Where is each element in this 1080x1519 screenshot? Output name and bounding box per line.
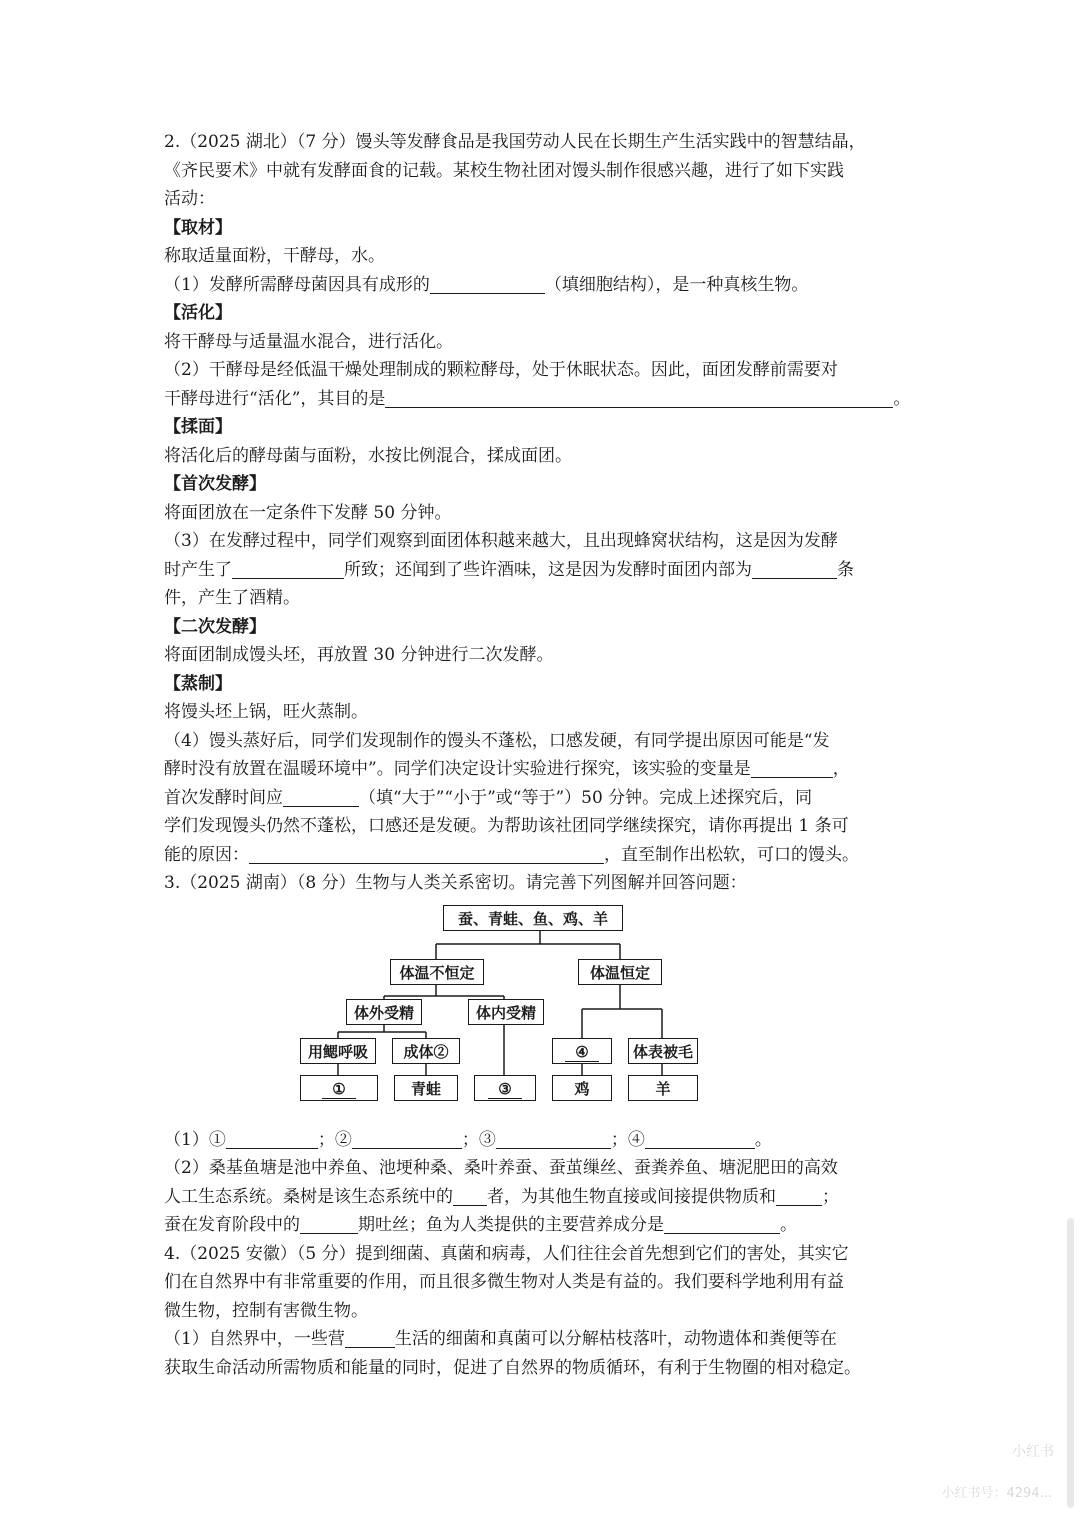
diagram-leaf-blank-3 [474, 1075, 536, 1101]
answer-blank [430, 275, 545, 294]
q2-sub2-line-2 [164, 385, 924, 414]
section-heading-second-fermentation: 【二次发酵】 [164, 616, 266, 637]
q3-answer-2-line-3 [164, 1211, 924, 1240]
answer-blank [453, 1187, 487, 1206]
q3-a1-label-5: 。 [754, 1129, 772, 1150]
answer-blank [352, 1130, 462, 1149]
section-heading-steaming: 【蒸制】 [164, 673, 232, 694]
q2-sub1 [164, 271, 924, 300]
answer-blank [345, 1329, 395, 1348]
q2-sub3-line-3: 件，产生了酒精。 [164, 588, 300, 608]
diagram-leaf-frog: 青蛙 [394, 1075, 458, 1101]
diagram-blank-4-label: ④ [565, 1043, 598, 1062]
q2-sub1-text-b: （填细胞结构），是一种真核生物。 [544, 274, 809, 295]
steaming-text: 将馒头坯上锅，旺火蒸制。 [164, 702, 368, 722]
q2-sub4-text-b: ， [832, 759, 850, 779]
activation-text: 将干酵母与适量温水混合，进行活化。 [164, 331, 453, 352]
q2-sub4-text-a: 酵时没有放置在温暖环境中”。同学们决定设计实验进行探究，该实验的变量是 [164, 759, 751, 779]
q3-a2-text-d: 蚕在发育阶段中的 [164, 1215, 300, 1235]
q4-sub1-text-a: （1）自然界中，一些营 [164, 1329, 345, 1349]
diagram-node-internal-fertilization: 体内受精 [468, 999, 544, 1025]
answer-blank [496, 1130, 611, 1149]
second-fermentation-text: 将面团制成馒头坯，再放置 30 分钟进行二次发酵。 [164, 645, 554, 665]
q3-intro: 3.（2025 湖南）（8 分）生物与人类关系密切。请完善下列图解并回答问题： [164, 873, 747, 893]
q2-sub4-line-2 [164, 755, 924, 784]
q3-a2-text-f: 。 [780, 1215, 797, 1235]
q4-sub1-text-b: 生活的细菌和真菌可以分解枯枝落叶，动物遗体和粪便等在 [394, 1329, 837, 1349]
q4-intro-line-3: 微生物，控制有害微生物。 [164, 1300, 368, 1321]
q2-sub3-text-b: 所致；还闻到了些许酒味，这是因为发酵时面团内部为 [344, 559, 752, 580]
answer-blank [249, 845, 604, 864]
q4-sub1-line-1 [164, 1325, 924, 1354]
kneading-text: 将活化后的酵母菌与面粉，水按比例混合，揉成面团。 [164, 445, 572, 466]
q3-a2-text-c: ； [822, 1186, 839, 1207]
answer-blank [776, 1187, 822, 1206]
diagram-leaf-chicken: 鸡 [552, 1075, 612, 1101]
diagram-leaf-blank-1 [300, 1075, 378, 1101]
q3-answer-2-line-2 [164, 1183, 924, 1212]
q2-sub2-line-1: （2）干酵母是经低温干燥处理制成的颗粒酵母，处于休眠状态。因此，面团发酵前需要对 [164, 360, 838, 380]
q2-sub4-line-5 [164, 841, 924, 870]
answer-blank [283, 788, 359, 807]
diagram-blank-3-label: ③ [488, 1080, 521, 1099]
watermark-logo: 小红书 [1012, 1444, 1054, 1460]
material-text: 称取适量面粉，干酵母，水。 [164, 246, 385, 266]
q2-sub4-text-c: 首次发酵时间应 [164, 787, 283, 808]
diagram-node-gill-breathing: 用鳃呼吸 [300, 1038, 376, 1064]
diagram-node-cold-blooded: 体温不恒定 [390, 959, 484, 985]
diagram-connectors [164, 904, 924, 1104]
answer-blank [751, 759, 833, 778]
diagram-node-warm-blooded: 体温恒定 [578, 959, 662, 985]
q2-sub2-text-a: 干酵母进行“活化”，其目的是 [164, 388, 386, 409]
q2-sub4-text-d: （填“大于”“小于”或“等于”）50 分钟。完成上述探究后，同 [359, 787, 813, 808]
answer-blank [300, 1215, 358, 1234]
diagram-node-blank-4 [552, 1038, 612, 1064]
classification-diagram [164, 904, 924, 1104]
q3-answer-2-line-1: （2）桑基鱼塘是池中养鱼、池埂种桑、桑叶养蚕、蚕茧缫丝、蚕粪养鱼、塘泥肥田的高效 [164, 1158, 838, 1178]
scrollbar-thumb[interactable] [1067, 1218, 1074, 1508]
q2-sub3-line-1: （3）在发酵过程中，同学们观察到面团体积越来越大，且出现蜂窝状结构，这是因为发酵 [164, 531, 838, 551]
answer-blank [385, 389, 893, 408]
diagram-node-adult-2: 成体② [392, 1038, 460, 1064]
q4-intro-line-1: 4.（2025 安徽）（5 分）提到细菌、真菌和病毒，人们往往会首先想到它们的害处，其实它 [164, 1243, 849, 1264]
q2-intro-line-3: 活动： [164, 189, 215, 209]
diagram-blank-1-label: ① [322, 1080, 355, 1099]
q3-a1-label-1: （1）① [164, 1129, 226, 1150]
section-heading-kneading: 【揉面】 [164, 417, 232, 437]
q3-a1-label-2: ；② [317, 1129, 352, 1150]
q3-a2-text-e: 期吐丝；鱼为人类提供的主要营养成分是 [358, 1215, 664, 1235]
section-heading-activation: 【活化】 [164, 303, 232, 323]
answer-blank [752, 560, 837, 579]
q4-intro-line-2: 们在自然界中有非常重要的作用，而且很多微生物对人类是有益的。我们要科学地利用有益 [164, 1272, 844, 1292]
q3-a1-label-4: ；④ [610, 1129, 645, 1150]
q2-sub3-text-c: 条 [837, 559, 854, 580]
answer-blank [232, 560, 344, 579]
watermark-account-id: 小红书号：4294... [941, 1486, 1052, 1501]
section-heading-material: 【取材】 [164, 217, 232, 238]
q2-sub2-text-b: 。 [893, 388, 911, 409]
q2-intro-line-1: 2.（2025 湖北）（7 分）馒头等发酵食品是我国劳动人民在长期生产生活实践中的智慧结晶， [164, 132, 866, 152]
q2-sub4-text-f: ，直至制作出松软，可口的馒头。 [604, 844, 859, 865]
q3-answer-1 [164, 1126, 924, 1155]
diagram-node-root: 蚕、青蛙、鱼、鸡、羊 [443, 905, 623, 931]
q3-a2-text-b: 者，为其他生物直接或间接提供物质和 [487, 1186, 776, 1207]
q2-sub3-text-a: 时产生了 [164, 559, 232, 580]
q3-a1-label-3: ；③ [461, 1129, 496, 1150]
q3-a2-text-a: 人工生态系统。桑树是该生态系统中的 [164, 1186, 453, 1207]
q2-sub4-line-4: 学们发现馒头仍然不蓬松，口感还是发硬。为帮助该社团同学继续探究，请你再提出 1 条可 [164, 816, 849, 836]
q2-intro-line-2: 《齐民要术》中就有发酵面食的记载。某校生物社团对馒头制作很感兴趣，进行了如下实践 [164, 160, 844, 181]
q2-sub4-text-e: 能的原因： [164, 844, 249, 865]
q2-sub4-line-1: （4）馒头蒸好后，同学们发现制作的馒头不蓬松，口感发硬，有同学提出原因可能是“发 [164, 730, 830, 751]
first-fermentation-text: 将面团放在一定条件下发酵 50 分钟。 [164, 502, 452, 523]
diagram-node-fur: 体表被毛 [628, 1038, 698, 1064]
q2-sub4-line-3 [164, 784, 924, 813]
answer-blank [226, 1130, 318, 1149]
diagram-node-external-fertilization: 体外受精 [346, 999, 422, 1025]
answer-blank [645, 1130, 755, 1149]
q2-sub3-line-2 [164, 556, 924, 585]
answer-blank [664, 1215, 780, 1234]
q4-sub1-line-2: 获取生命活动所需物质和能量的同时，促进了自然界的物质循环，有利于生物圈的相对稳定。 [164, 1357, 861, 1378]
diagram-leaf-sheep: 羊 [628, 1075, 698, 1101]
q2-sub1-text-a: （1）发酵所需酵母菌因具有成形的 [164, 274, 430, 295]
section-heading-first-fermentation: 【首次发酵】 [164, 474, 266, 494]
document-page [164, 128, 924, 1382]
